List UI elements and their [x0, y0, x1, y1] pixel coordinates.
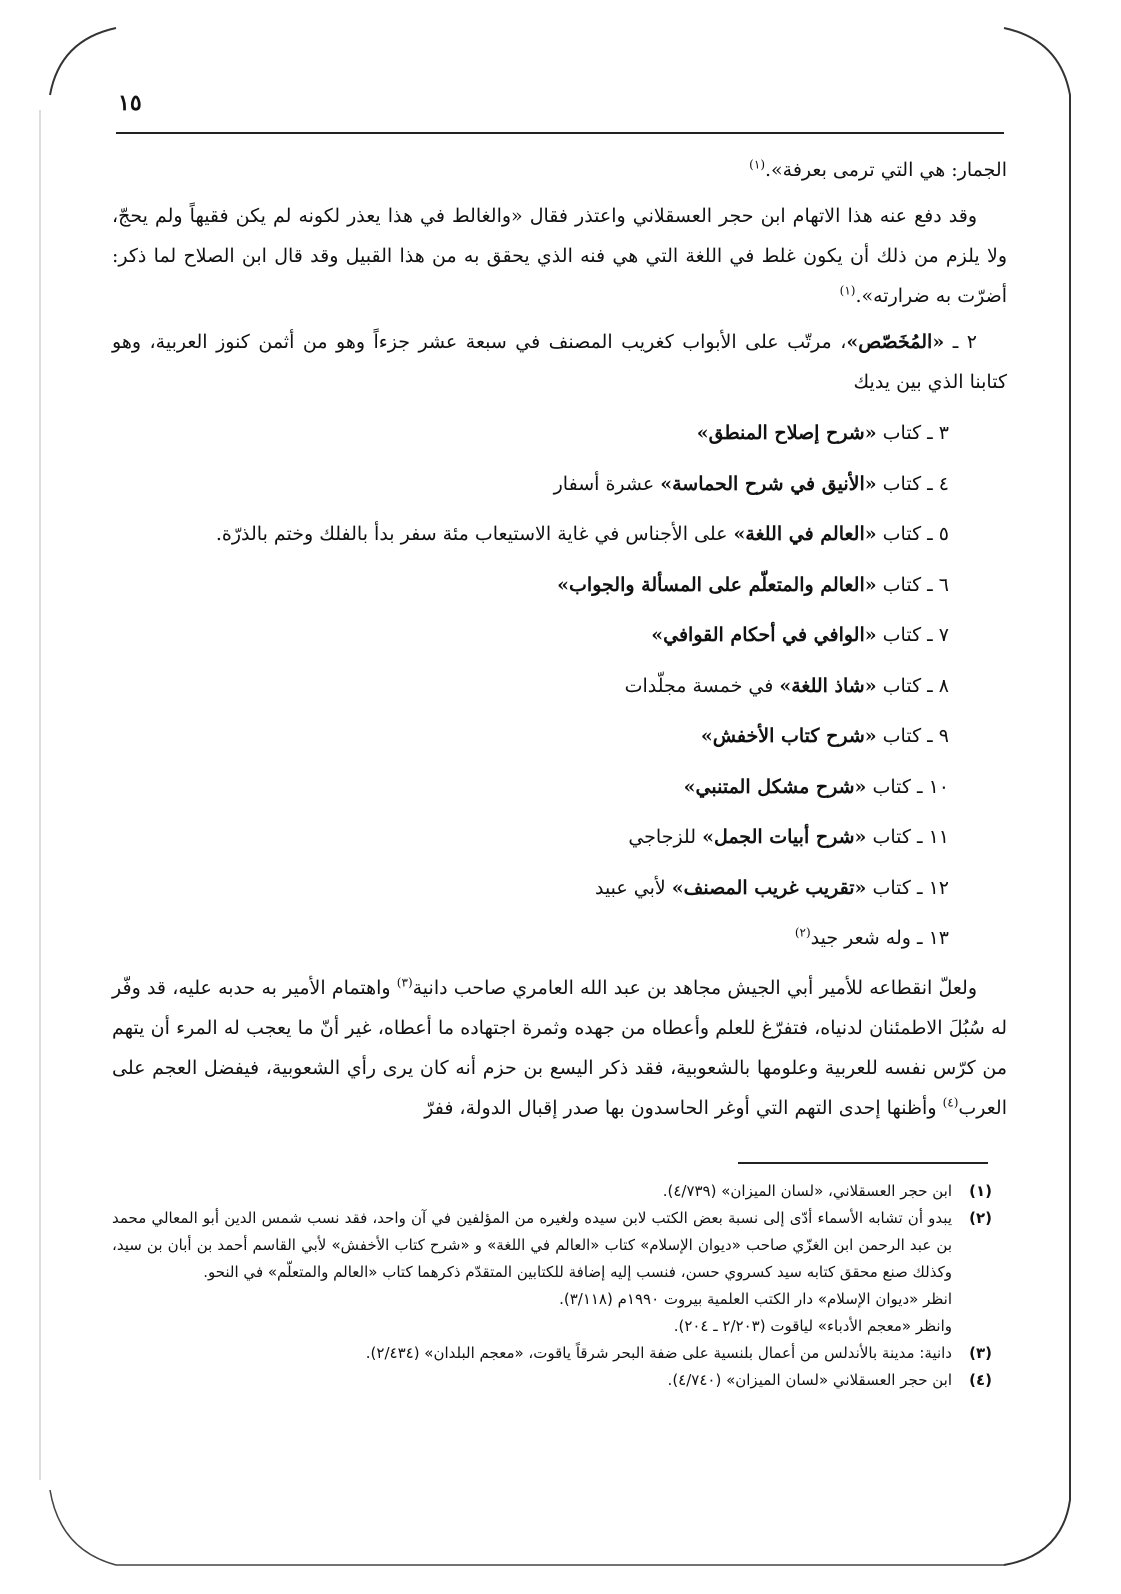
- header-rule: [116, 132, 1004, 134]
- footnote-2-ref-1: انظر «ديوان الإسلام» دار الكتب العلمية بيروت ١٩٩٠م (٣/١١٨).: [559, 1290, 952, 1308]
- list-item: ٩ ـ كتاب «شرح كتاب الأخفش»: [700, 725, 949, 747]
- footnote-ref: (٤): [942, 1095, 959, 1110]
- book-title: «المُخَصّص»: [846, 331, 945, 353]
- main-text: [112, 150, 1007, 1134]
- page-number: ١٥: [118, 90, 142, 116]
- paragraph-3: ٢ ـ «المُخَصّص»، مرتّب على الأبواب كغريب المصنف في سبعة عشر جزءاً وهو من أثمن كنوز العربية، وهو كتابنا الذي بين يديك: [112, 331, 1007, 393]
- list-item: ٤ ـ كتاب «الأنيق في شرح الحماسة» عشرة أسفار: [553, 472, 949, 495]
- list-item: ١٢ ـ كتاب «تقريب غريب المصنف» لأبي عبيد: [594, 876, 949, 899]
- list-item: ٧ ـ كتاب «الوافي في أحكام القوافي»: [651, 624, 949, 646]
- footnote-rule: [738, 1162, 988, 1164]
- paragraph-2: وقد دفع عنه هذا الاتهام ابن حجر العسقلاني واعتذر فقال «والغالط في هذا يعذر لكونه لم يكن فقيهاً ولم يحجّ، ولا يلزم من ذلك أن يكون غلط في اللغة التي هي فنه الذي يحقق به من هذا القبيل وقد قال ابن الصلاح لما ذكر: أضرّت به ضرارته».$^{(١)}$: [112, 205, 1007, 307]
- footnote-3: (٣) دانية: مدينة بالأندلس من أعمال بلنسية على ضفة البحر شرقاً ياقوت، «معجم البلدان» (٢/٤٣٤).: [365, 1344, 992, 1362]
- list-item: ٨ ـ كتاب «شاذ اللغة» في خمسة مجلّدات: [624, 674, 949, 697]
- footnote-ref: (٢): [794, 925, 811, 940]
- list-item: ٥ ـ كتاب «العالم في اللغة» على الأجناس في غاية الاستيعاب مئة سفر بدأ بالفلك وختم بالذرّة.: [215, 523, 949, 545]
- paragraph-1: الجمار: هي التي ترمى بعرفة».$^{(١)}$: [749, 157, 1007, 181]
- footnote-4: (٤) ابن حجر العسقلاني «لسان الميزان» (٤/٧٤٠).: [667, 1371, 992, 1389]
- footnote-2: (٢) يبدو أن تشابه الأسماء أدّى إلى نسبة بعض الكتب لابن سيده ولغيره من المؤلفين في آن واحد، فقد نسب شمس الدين أبو المعالي محمد بن عبد الرحمن ابن الغزّي صاحب «ديوان الإسلام» كتاب «العالم في اللغة» و «شرح كتاب الأخفش» لأبي القاسم أحمد بن أبان بن سيد، وكذلك صنع محقق كتابه سيد كسروي حسن، فنسب إليه إضافة للكتابين المتقدّم ذكرهما كتاب «العالم والمتعلّم» في النحو.: [112, 1209, 992, 1281]
- list-item: ٦ ـ كتاب «العالم والمتعلّم على المسألة والجواب»: [557, 573, 949, 596]
- paragraph-4: ولعلّ انقطاعه للأمير أبي الجيش مجاهد بن عبد الله العامري صاحب دانية$^{(٣)}$ واهتمام الأمير به حدبه عليه، قد وفّر له سُبُلَ الاطمئنان لدنياه، فتفرّغ للعلم وأعطاه من جهده وثمرة اجتهاده ما أعطاه، غير أنّ ما يعجب له المرء أن يتهم من كرّس نفسه للعربية وعلومها بالشعوبية، فقد ذكر اليسع بن حزم أنه كان يرى رأي الشعوبية، فيفضل العجم على العرب$^{(٤)}$ وأظنها إحدى التهم التي أوغر الحاسدون بها صدر إقبال الدولة، ففرّ: [112, 975, 1007, 1119]
- footnote-2-ref-2: وانظر «معجم الأدباء» لياقوت (٢/٢٠٣ ـ ٢٠٤).: [673, 1317, 952, 1335]
- list-item: ١٣ ـ وله شعر جيد$^{(٢)}$: [794, 925, 949, 949]
- list-item: ١٠ ـ كتاب «شرح مشكل المتنبي»: [683, 775, 949, 798]
- footnote-1: (١) ابن حجر العسقلاني، «لسان الميزان» (٤/٧٣٩).: [662, 1182, 992, 1200]
- works-list: [112, 408, 1007, 964]
- list-item: ٣ ـ كتاب «شرح إصلاح المنطق»: [696, 422, 949, 444]
- footnote-ref: (١): [749, 157, 765, 172]
- footnote-ref: (١): [839, 283, 856, 298]
- footnote-ref: (٣): [396, 975, 413, 990]
- footnotes: [112, 1178, 992, 1394]
- list-item: ١١ ـ كتاب «شرح أبيات الجمل» للزجاجي: [628, 826, 949, 848]
